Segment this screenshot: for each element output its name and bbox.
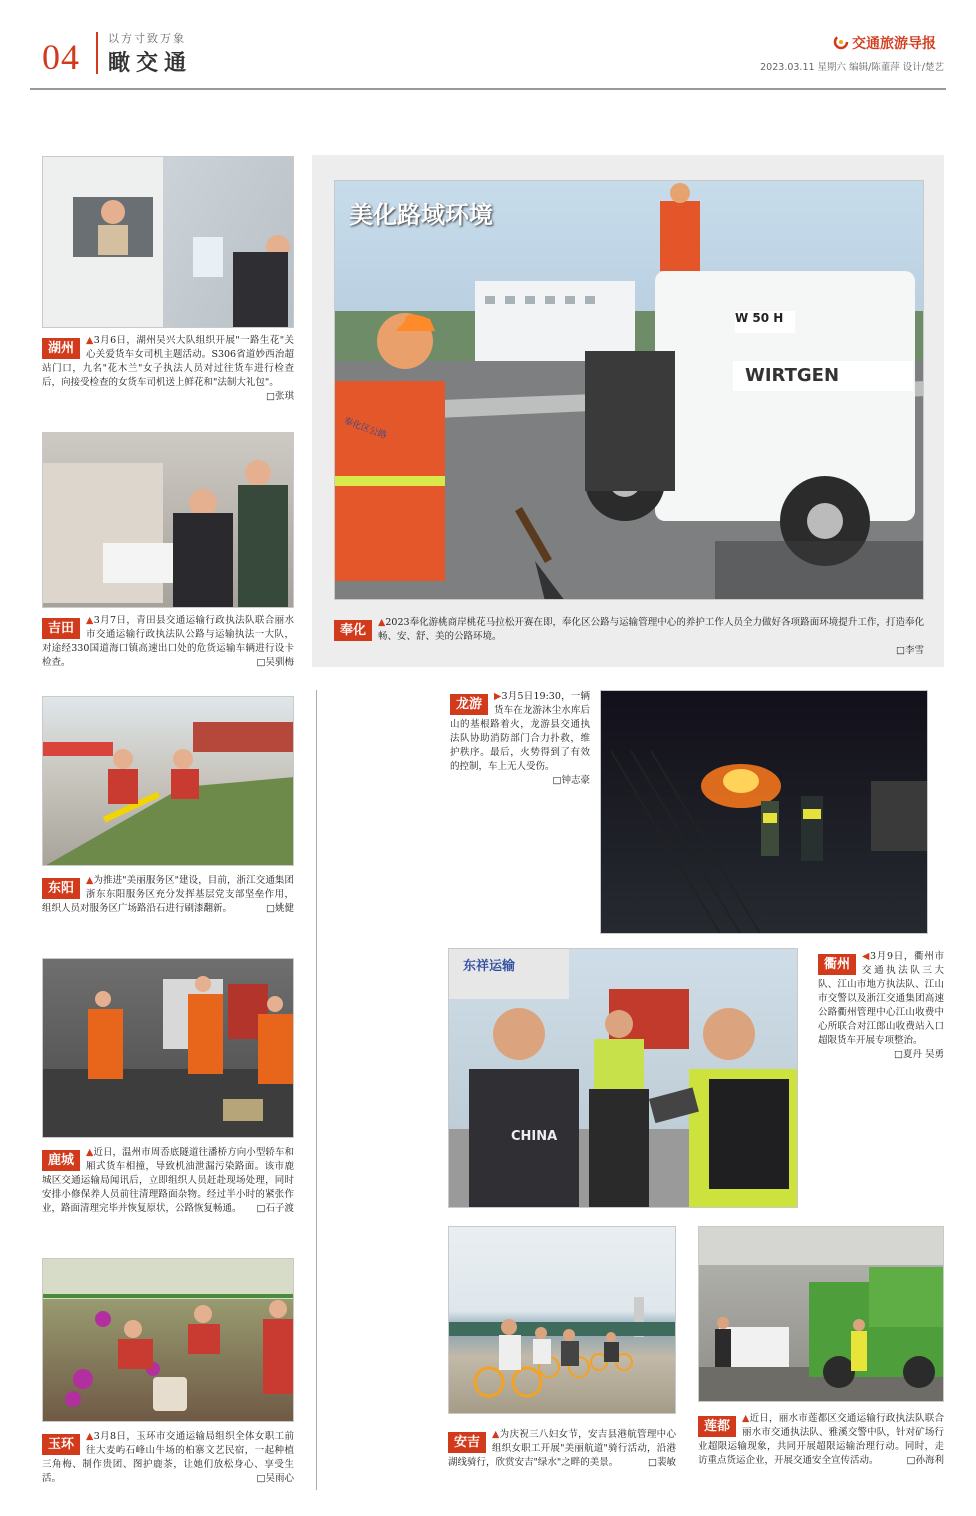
liandu-photo [698, 1226, 944, 1402]
header-slogan: 以方寸致万象 [108, 32, 186, 45]
caption-text: 为推进"美丽服务区"建设，目前，浙江交通集团浙东东阳服务区充分发挥基层党支部坚垒作用，组织人员对服务区广场路沿石进行刷漆翻新。 [42, 875, 294, 914]
region-tag: 莲都 [698, 1416, 736, 1437]
jitian-photo [42, 432, 294, 608]
region-tag: 安吉 [448, 1432, 486, 1453]
brand-name: 交通旅游导报 [852, 36, 936, 52]
liandu-caption: 莲都 ▲近日，丽水市莲都区交通运输行政执法队联合丽水市交通执法队、雅溪交警中队，针对矿场行业超限运输现象，共同开展超限运输治理行动。同时，走访重点货运企业，开展交通安全宣传活动。 □孙海利 [698, 1413, 944, 1466]
region-tag: 吉田 [42, 618, 80, 639]
caption-text: 3月9日，衢州市交通执法队三大队、江山市地方执法队、江山市交警以及浙江交通集团高速公路衢州管理中心江山收费中心所联合对江郎山收费站入口超限货车开展专项整治。 [818, 951, 945, 1046]
brand-logo-icon [833, 34, 849, 50]
tshirt-text: CHINA [511, 1129, 558, 1144]
anji-photo [448, 1226, 676, 1414]
header-divider [96, 32, 98, 74]
yuhuan-caption: 玉环 ▲3月8日，玉环市交通运输局组织全体女职工前往大麦屿石峰山牛场的桕寨文艺民宿，一起种植三角梅、制作贵团、图护鹿茶，让她们放松身心、享受生活。 □吴雨心 [42, 1431, 295, 1484]
dongyang-caption: 东阳 ▲为推进"美丽服务区"建设，目前，浙江交通集团浙东东阳服务区充分发挥基层党支部坚垒作用，组织人员对服务区广场路沿石进行刷漆翻新。 □姚健 [42, 875, 294, 914]
machine-model-label: W 50 H [735, 311, 784, 325]
caption-text: 近日，温州市周岙底隧道往潘桥方向小型轿车和厢式货车相撞，导致机油泄漏污染路面。该市鹿城区交通运输局闻讯后，立即组织人员赶赴现场处理，同时安排小修保养人员前往清理路面杂物。经过半小时的紧张作业，路面清理完毕并恢复原状，公路恢复畅通。 [42, 1147, 294, 1214]
region-tag: 奉化 [334, 620, 372, 641]
caption-text: 3月6日，湖州吴兴大队组织开展"一路生花"关心关爱货车女司机主题活动。S306省道妙西治超站门口，九名"花木兰"女子执法人员对过往货车进行检查后，向接受检查的女货车司机送上鲜花和"法制大礼包"。 [42, 335, 294, 388]
byline: □裴敏 [648, 1457, 676, 1468]
header-rule [30, 88, 946, 90]
caption-text: 3月7日，青田县交通运输行政执法队联合丽水市交通运输行政执法队公路与运输执法一大队，对途经330国道海口镇高速出口处的危货运输车辆进行设卡检查。 [42, 615, 295, 668]
region-tag: 鹿城 [42, 1150, 80, 1171]
huzhou-photo [42, 156, 294, 328]
dongyang-photo [42, 696, 294, 866]
region-tag: 湖州 [42, 338, 80, 359]
byline: □吴雨心 [256, 1473, 294, 1484]
photo-sign: 东祥运输 [463, 959, 516, 974]
feature-title: 美化路域环境 [349, 201, 493, 229]
vest-text: 奉化区公路 [342, 416, 388, 442]
quzhou-caption: 衢州 ◀3月9日，衢州市交通执法队三大队、江山市地方执法队、江山市交警以及浙江交通集团高速公路衢州管理中心江山收费中心所联合对江郎山收费站入口超限货车开展专项整治。 □夏丹 吴勇 [818, 951, 945, 1060]
caption-text: 3月5日19:30，一辆货车在龙游沐尘水库后山的基根路着火，龙游县交通执法队协助消防部门合力扑救，维护秩序。最后，火势得到了有效的控制，车上无人受伤。 [450, 691, 591, 772]
byline: □夏丹 吴勇 [894, 1049, 944, 1060]
issue-meta: 2023.03.11 星期六 编辑/陈董萍 设计/楚艺 [760, 62, 944, 73]
byline: □李雪 [896, 645, 924, 656]
byline: □张琪 [266, 391, 294, 402]
region-tag: 玉环 [42, 1434, 80, 1455]
byline: □石子渡 [256, 1203, 294, 1214]
column-divider [316, 690, 317, 1490]
page-number: 04 [42, 37, 80, 77]
anji-caption: 安吉 ▲为庆祝三八妇女节，安吉县港航管理中心组织女职工开展"美丽航道"骑行活动，沿港湖线骑行，欣赏安吉"绿水"之畔的美景。 □裴敏 [448, 1429, 676, 1468]
byline: □孙海利 [906, 1455, 944, 1466]
feature-photo [334, 180, 924, 600]
region-tag: 东阳 [42, 878, 80, 899]
byline: □姚健 [266, 903, 294, 914]
caption-text: 2023奉化游桃商岸桃花马拉松开赛在即，奉化区公路与运输管理中心的养护工作人员全力做好各项路面环境提升工作，打造奉化畅、安、舒、美的公路环境。 [378, 617, 924, 642]
machine-brand-label: WIRTGEN [745, 365, 840, 386]
jitian-caption: 吉田 ▲3月7日，青田县交通运输行政执法队联合丽水市交通运输行政执法队公路与运输执法一大队，对途经330国道海口镇高速出口处的危货运输车辆进行设卡检查。 □吴驯梅 [42, 615, 295, 668]
yuhuan-photo [42, 1258, 294, 1422]
byline: □吴驯梅 [256, 657, 294, 668]
lucheng-photo [42, 958, 294, 1138]
section-title: 瞰交通 [108, 51, 193, 76]
longyou-caption: 龙游 ▶3月5日19:30，一辆货车在龙游沐尘水库后山的基根路着火，龙游县交通执法队协助消防部门合力扑救，维护秩序。最后，火势得到了有效的控制，车上无人受伤。 □钟志豪 [450, 691, 591, 786]
caption-text: 近日，丽水市莲都区交通运输行政执法队联合丽水市交通执法队、雅溪交警中队，针对矿场行业超限运输现象，共同开展超限运输治理行动。同时，走访重点货运企业，开展交通安全宣传活动。 [698, 1413, 944, 1466]
lucheng-caption: 鹿城 ▲近日，温州市周岙底隧道往潘桥方向小型轿车和厢式货车相撞，导致机油泄漏污染路面。该市鹿城区交通运输局闻讯后，立即组织人员赶赴现场处理，同时安排小修保养人员前往清理路面杂物。经过半小时的紧张作业，路面清理完毕并恢复原状，公路恢复畅通。 □石子渡 [42, 1147, 294, 1214]
caption-text: 3月8日，玉环市交通运输局组织全体女职工前往大麦屿石峰山牛场的桕寨文艺民宿，一起种植三角梅、制作贵团、图护鹿茶，让她们放松身心、享受生活。 [42, 1431, 295, 1484]
byline: □钟志豪 [552, 775, 590, 786]
huzhou-caption: 湖州 ▲3月6日，湖州吴兴大队组织开展"一路生花"关心关爱货车女司机主题活动。S306省道妙西治超站门口，九名"花木兰"女子执法人员对过往货车进行检查后，向接受检查的女货车司机送上鲜花和"法制大礼包"。 □张琪 [42, 335, 294, 402]
quzhou-photo [448, 948, 798, 1208]
region-tag: 衢州 [818, 954, 856, 975]
caption-text: 为庆祝三八妇女节，安吉县港航管理中心组织女职工开展"美丽航道"骑行活动，沿港湖线骑行，欣赏安吉"绿水"之畔的美景。 [448, 1429, 676, 1468]
region-tag: 龙游 [450, 694, 488, 715]
feature-caption: 奉化 ▲2023奉化游桃商岸桃花马拉松开赛在即，奉化区公路与运输管理中心的养护工作人员全力做好各项路面环境提升工作，打造奉化畅、安、舒、美的公路环境。 □李雪 [334, 616, 924, 658]
longyou-photo [600, 690, 928, 934]
